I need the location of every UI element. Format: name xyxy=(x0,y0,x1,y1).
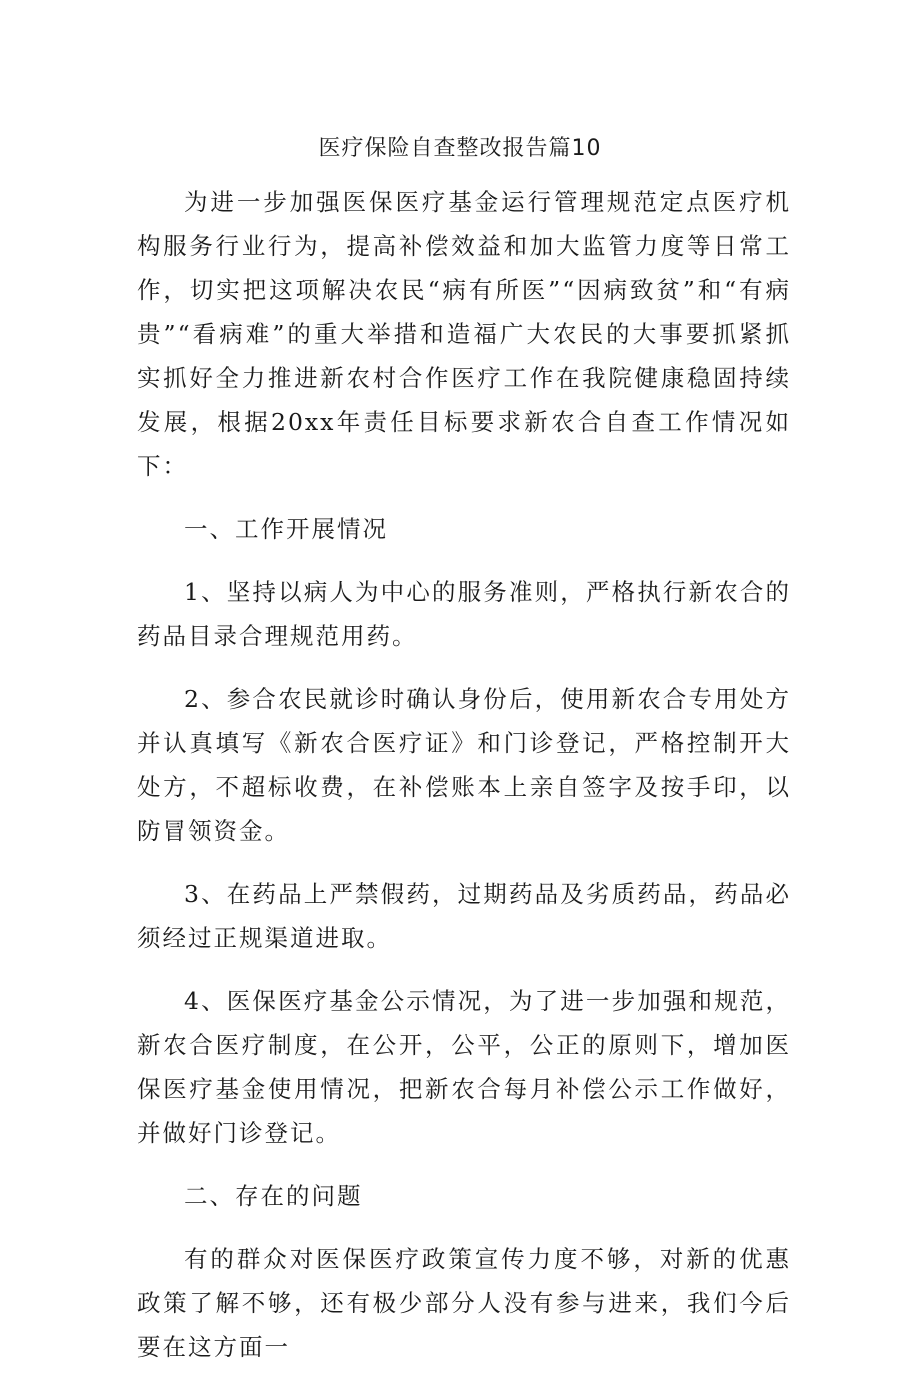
item-paragraph-3: 3、在药品上严禁假药，过期药品及劣质药品，药品必须经过正规渠道进取。 xyxy=(137,880,791,952)
item-paragraph-2: 2、参合农民就诊时确认身份后，使用新农合专用处方并认真填写《新农合医疗证》和门诊登记，严格控制开大处方，不超标收费，在补偿账本上亲自签字及按手印，以防冒领资金。 xyxy=(137,685,791,845)
section-heading-problems: 二、存在的问题 xyxy=(184,1182,363,1210)
item-paragraph-1: 1、坚持以病人为中心的服务准则，严格执行新农合的药品目录合理规范用药。 xyxy=(137,578,791,650)
problems-paragraph: 有的群众对医保医疗政策宣传力度不够，对新的优惠政策了解不够，还有极少部分人没有参与进来，我们今后要在这方面一 xyxy=(137,1245,791,1361)
document-body xyxy=(137,180,791,1388)
item-paragraph-4: 4、医保医疗基金公示情况，为了进一步加强和规范，新农合医疗制度，在公开，公平，公正的原则下，增加医保医疗基金使用情况，把新农合每月补偿公示工作做好，并做好门诊登记。 xyxy=(137,987,791,1147)
document-title: 医疗保险自查整改报告篇10 xyxy=(318,136,602,161)
intro-paragraph: 为进一步加强医保医疗基金运行管理规范定点医疗机构服务行业行为，提高补偿效益和加大监管力度等日常工作，切实把这项解决农民“病有所医”“因病致贫”和“有病贵”“看病难”的重大举措和造福广大农民的大事要抓紧抓实抓好全力推进新农村合作医疗工作在我院健康稳固持续发展，根据20xx年责任目标要求新农合自查工作情况如下： xyxy=(137,188,791,480)
section-heading-work-progress: 一、工作开展情况 xyxy=(184,515,388,543)
